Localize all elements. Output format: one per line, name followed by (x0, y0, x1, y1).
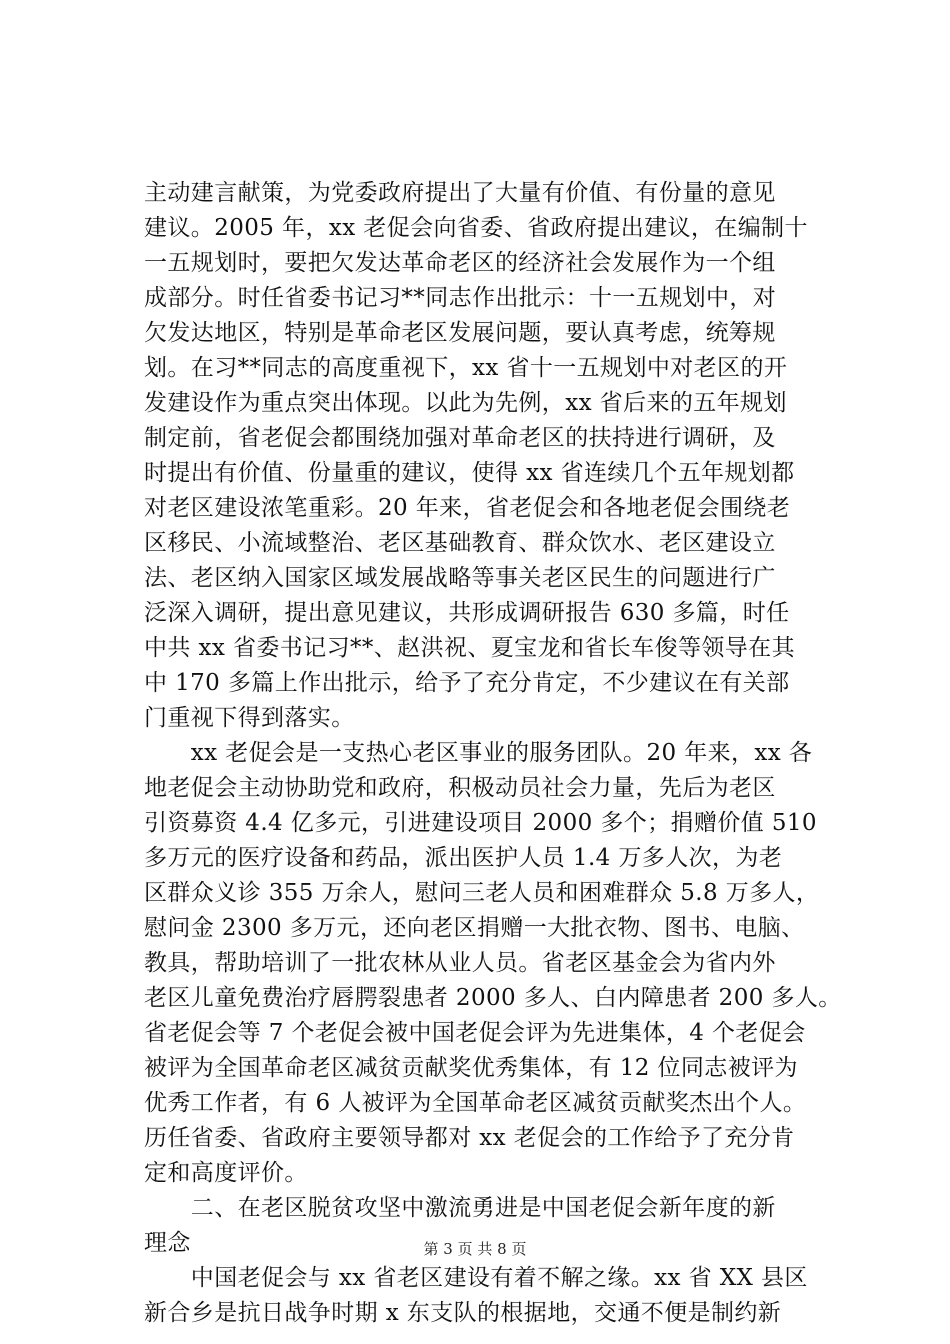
text-line: 慰问金 2300 多万元，还向老区捐赠一大批衣物、图书、电脑、 (144, 915, 805, 941)
text-line: 多万元的医疗设备和药品，派出医护人员 1.4 万多人次，为老 (144, 845, 783, 871)
page-number-footer: 第 3 页 共 8 页 (423, 1240, 527, 1258)
text-line: 泛深入调研，提出意见建议，共形成调研报告 630 多篇，时任 (144, 600, 790, 626)
text-line: 历任省委、省政府主要领导都对 xx 老促会的工作给予了充分肯 (144, 1125, 795, 1151)
text-line: 定和高度评价。 (144, 1160, 308, 1186)
text-line: 欠发达地区，特别是革命老区发展问题，要认真考虑，统筹规 (144, 320, 776, 346)
text-line: 优秀工作者，有 6 人被评为全国革命老区减贫贡献奖杰出个人。 (144, 1090, 807, 1116)
text-line: 发建设作为重点突出体现。以此为先例，xx 省后来的五年规划 (144, 390, 787, 416)
text-line: 新合乡是抗日战争时期 x 东支队的根据地，交通不便是制约新 (144, 1300, 782, 1326)
text-line: 对老区建设浓笔重彩。20 年来，省老促会和各地老促会围绕老 (144, 495, 791, 521)
text-line: 中 170 多篇上作出批示，给予了充分肯定，不少建议在有关部 (144, 670, 790, 696)
text-line: 区群众义诊 355 万余人，慰问三老人员和困难群众 5.8 万多人， (144, 880, 820, 906)
text-line: 中国老促会与 xx 省老区建设有着不解之缘。xx 省 XX 县区 (144, 1265, 808, 1291)
text-line: 建议。2005 年，xx 老促会向省委、省政府提出建议，在编制十 (144, 215, 808, 241)
text-line: 被评为全国革命老区减贫贡献奖优秀集体，有 12 位同志被评为 (144, 1055, 798, 1081)
text-line: 主动建言献策，为党委政府提出了大量有价值、有份量的意见 (144, 180, 776, 206)
text-line: 中共 xx 省委书记习**、赵洪祝、夏宝龙和省长车俊等领导在其 (144, 635, 795, 661)
text-line: 时提出有价值、份量重的建议，使得 xx 省连续几个五年规划都 (144, 460, 795, 486)
text-line: 成部分。时任省委书记习**同志作出批示：十一五规划中，对 (144, 285, 777, 311)
text-line: 划。在习**同志的高度重视下，xx 省十一五规划中对老区的开 (144, 355, 788, 381)
text-line: 门重视下得到落实。 (144, 705, 355, 731)
text-line: xx 老促会是一支热心老区事业的服务团队。20 年来，xx 各 (144, 740, 813, 766)
text-line: 引资募资 4.4 亿多元，引进建设项目 2000 多个；捐赠价值 510 (144, 810, 817, 836)
text-line: 法、老区纳入国家区域发展战略等事关老区民生的问题进行广 (144, 565, 776, 591)
document-body (144, 176, 844, 1331)
text-line: 制定前，省老促会都围绕加强对革命老区的扶持进行调研，及 (144, 425, 776, 451)
text-line: 省老促会等 7 个老促会被中国老促会评为先进集体，4 个老促会 (144, 1020, 806, 1046)
text-line: 地老促会主动协助党和政府，积极动员社会力量，先后为老区 (144, 775, 776, 801)
text-line: 老区儿童免费治疗唇腭裂患者 2000 多人、白内障患者 200 多人。 (144, 985, 842, 1011)
text-line: 区移民、小流域整治、老区基础教育、群众饮水、老区建设立 (144, 530, 776, 556)
section-heading-line: 理念 (144, 1230, 191, 1256)
text-line: 教具，帮助培训了一批农林从业人员。省老区基金会为省内外 (144, 950, 776, 976)
section-heading-line: 二、在老区脱贫攻坚中激流勇进是中国老促会新年度的新 (144, 1195, 776, 1221)
text-line: 一五规划时，要把欠发达革命老区的经济社会发展作为一个组 (144, 250, 776, 276)
